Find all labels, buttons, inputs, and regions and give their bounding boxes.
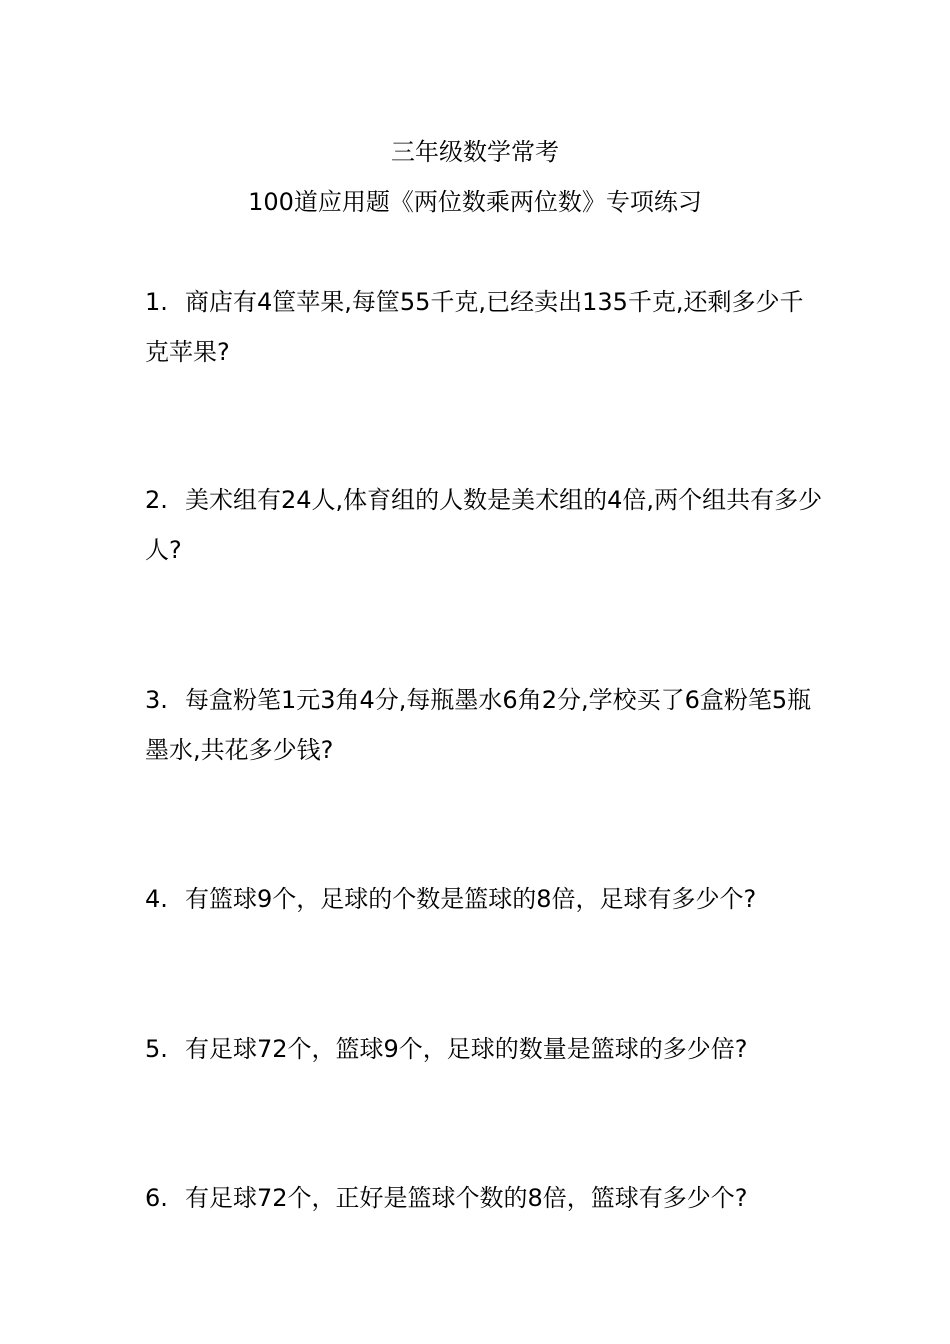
question-text: 有篮球9个，足球的个数是篮球的8倍，足球有多少个? [185,885,757,913]
document-subtitle: 100道应用题《两位数乘两位数》专项练习 [248,188,702,216]
question-item [145,1173,825,1223]
document-title: 三年级数学常考 [391,138,559,166]
question-number: 6. [145,1184,168,1212]
question-number: 4. [145,885,168,913]
question-number: 5. [145,1035,168,1063]
question-text: 有足球72个，正好是篮球个数的8倍，篮球有多少个? [185,1184,748,1212]
question-text: 商店有4筐苹果,每筐55千克,已经卖出135千克,还剩多少千克苹果? [145,288,804,366]
question-number: 3. [145,686,168,714]
question-text: 美术组有24人,体育组的人数是美术组的4倍,两个组共有多少人? [145,486,823,564]
question-item [145,675,825,775]
question-item [145,1024,825,1074]
question-number: 2. [145,486,168,514]
question-text: 有足球72个，篮球9个，足球的数量是篮球的多少倍? [185,1035,748,1063]
question-number: 1. [145,288,168,316]
question-item [145,277,825,377]
question-item [145,475,825,575]
question-text: 每盒粉笔1元3角4分,每瓶墨水6角2分,学校买了6盒粉笔5瓶墨水,共花多少钱? [145,686,812,764]
question-item [145,874,825,924]
